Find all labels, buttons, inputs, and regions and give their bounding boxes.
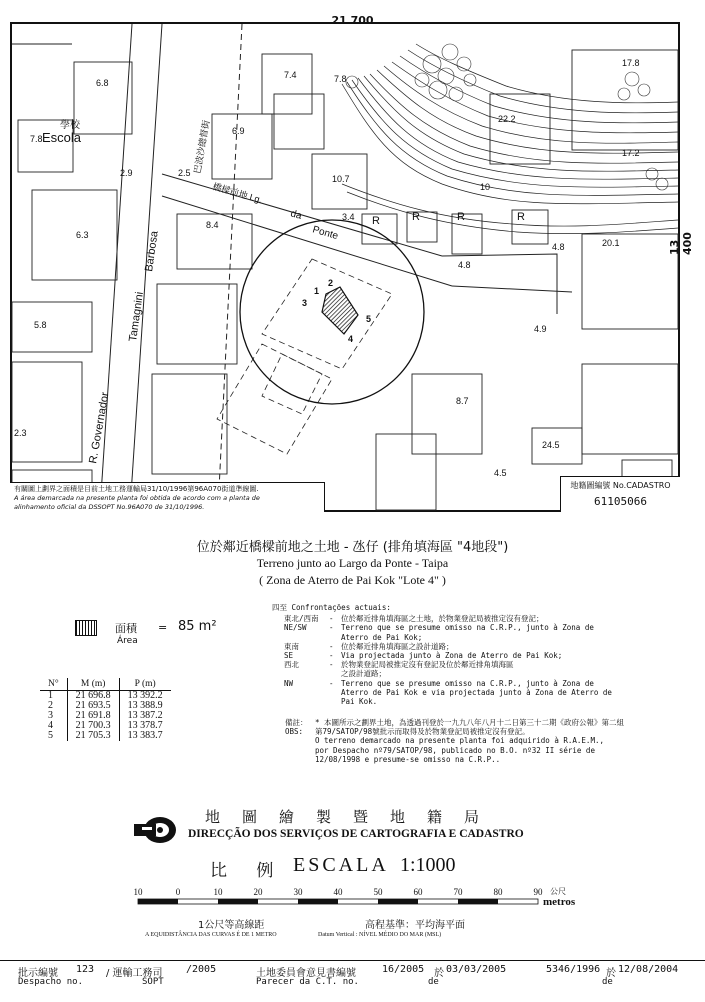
r-label-1: R: [372, 215, 380, 227]
height-label: 7.8: [334, 74, 347, 84]
vertex-label-3: 3: [302, 298, 308, 308]
confrontation-d: [329, 688, 341, 697]
datum-pt: Datum Vertical : NÍVEL MÉDIO DO MAR (MSL): [318, 932, 442, 938]
barbosa-label: Barbosa: [143, 230, 161, 273]
confrontation-d: -: [329, 660, 334, 670]
footer-de-1: de: [428, 977, 439, 987]
height-label: 7.4: [284, 70, 297, 80]
confrontation-row: [284, 623, 692, 632]
confrontation-row: [284, 688, 692, 697]
unit-zh: 公尺: [550, 887, 566, 896]
confrontation-k: 東北/西南: [284, 614, 319, 624]
confrontation-text: 位於鄰近排角填海區之土地，於物業登記局被推定沒有登記；: [341, 614, 544, 624]
obs-pt-label: OBS:: [285, 727, 304, 737]
footer-parecer-zh: 土地委員會意見書編號: [256, 968, 356, 979]
coord-cell-m: 21 705.3: [67, 731, 119, 741]
scale-tick-label: 70: [453, 887, 463, 897]
dscc-logo-icon: [130, 810, 182, 850]
confrontation-text: 於物業登記局被推定沒有登記及位於鄰近排角填海區: [341, 660, 514, 670]
scale-tick-label: 0: [175, 887, 181, 897]
confrontation-d: -: [329, 614, 334, 624]
scale-segment: [378, 899, 418, 904]
scale-zh: 比 例: [210, 861, 286, 881]
note-pt-1: A área demarcada na presente planta foi obtida de acordo com a planta de: [14, 494, 260, 502]
r-label-2: R: [412, 211, 420, 223]
height-labels: [14, 58, 640, 478]
cadastro-box: [560, 476, 680, 512]
coord-cell-p: 13 388.9: [119, 701, 171, 711]
confrontation-d: [329, 633, 341, 642]
height-label: 3.4: [342, 212, 355, 222]
obs-line: 第79/SATOP/98號批示而取得及於物業登記局被推定沒有登記。: [315, 727, 530, 737]
coord-header-m: M (m): [67, 678, 119, 691]
footer-de-2: de: [602, 977, 613, 987]
agency-pt: DIRECÇÃO DOS SERVIÇOS DE CARTOGRAFIA E CADASTRO: [188, 828, 524, 840]
scale-tick-label: 20: [253, 887, 263, 897]
coordinates-table: [40, 678, 171, 741]
grid-label-right: 13 400: [668, 232, 694, 255]
confrontation-text: Terreno que se presume omisso na C.R.P., junto à Zona de: [341, 623, 594, 633]
scale-tick-label: 90: [533, 887, 543, 897]
height-label: 4.9: [534, 324, 547, 334]
scale-tick-label: 10: [133, 887, 143, 897]
footer-proc-no: 5346/1996: [546, 964, 601, 975]
confrontation-row: [284, 669, 692, 678]
footer-parecer-pt: Parecer da C.T. no.: [256, 977, 359, 987]
r-label-3: R: [457, 211, 465, 223]
coord-cell-m: 21 693.5: [67, 701, 119, 711]
height-label: 10.7: [332, 174, 350, 184]
height-label: 2.3: [14, 428, 27, 438]
height-label: 7.8: [30, 134, 43, 144]
contour-lines: [342, 44, 678, 234]
height-label: 2.9: [120, 168, 133, 178]
scale-pt: ESCALA: [293, 854, 389, 876]
agency-zh: 地圖繪製暨地籍局: [205, 808, 502, 826]
scale-value: 1:1000: [400, 854, 456, 876]
height-label: 22.2: [498, 114, 516, 124]
footer-parecer-date: 03/03/2005: [446, 964, 507, 975]
scale-segment: [458, 899, 498, 904]
scale-tick-label: 60: [413, 887, 423, 897]
da-label: da: [289, 208, 303, 222]
confrontation-row: [284, 651, 692, 660]
cadastro-number: 61105066: [594, 495, 647, 508]
footer-parecer-no: 16/2005: [382, 964, 425, 975]
scale-tick-label: 30: [293, 887, 303, 897]
confrontation-k: SE: [284, 651, 294, 661]
footer-despacho-zh: 批示編號: [18, 968, 58, 979]
footer-despacho-no: 123: [76, 964, 95, 975]
height-label: 24.5: [542, 440, 560, 450]
scale-bar: [133, 884, 548, 912]
note-pt-2: alinhamento oficial da DSSOPT No.96A070 de 31/10/1996.: [14, 503, 205, 511]
map-frame: [10, 22, 680, 512]
coord-cell-n: 1: [48, 690, 53, 701]
coord-header-n: N°: [40, 678, 67, 691]
scale-segment: [138, 899, 178, 904]
footer-divider: [0, 960, 705, 961]
height-label: 4.5: [494, 468, 507, 478]
street-zh-1: 巴波沙總督街: [192, 119, 212, 175]
coord-cell-m: 21 691.8: [67, 711, 119, 721]
confrontation-text: Via projectada junto à Zona de Aterro de Pai Kok;: [341, 651, 563, 661]
confrontation-row: [284, 697, 692, 706]
alignment-note: [10, 482, 325, 512]
coord-cell-n: 3: [48, 710, 53, 721]
confrontation-k: NW: [284, 678, 294, 688]
height-label: 8.7: [456, 396, 469, 406]
confrontation-k: NE/SW: [284, 623, 307, 633]
coord-cell-m: 21 696.8: [67, 691, 119, 702]
footer-despacho-pt: Despacho no.: [18, 977, 84, 987]
confrontation-text: Aterro de Pai Kok;: [341, 632, 423, 642]
title-zh: 位於鄰近橋樑前地之土地 - 氹仔 (排角填海區 "4地段"): [196, 540, 509, 555]
unit-metros: metros: [543, 896, 576, 908]
ponte-label: Ponte: [311, 224, 340, 243]
confrontation-text: 之設計道路；: [341, 669, 386, 679]
height-label: 2.5: [178, 168, 191, 178]
footer-despacho-org: / 運輸工務司: [106, 968, 163, 979]
footer-proc-at: 於: [606, 968, 616, 979]
confrontation-d: -: [329, 651, 334, 661]
area-equals: =: [158, 621, 168, 634]
grid-label-top: 21 700: [331, 14, 374, 27]
title-pt-2: ( Zona de Aterro de Pai Kok "Lote 4" ): [259, 573, 446, 587]
confrontation-k: [284, 697, 329, 706]
title-pt-1: Terreno junto ao Largo da Ponte - Taipa: [256, 556, 449, 570]
height-label: 8.4: [206, 220, 219, 230]
coord-cell-p: 13 383.7: [119, 731, 171, 741]
obs-line: por Despacho nº79/SATOP/98, publicado no B.O. nº32 II série de: [315, 745, 595, 755]
confrontation-row: [284, 642, 692, 651]
area-zh-label: 面積: [115, 622, 137, 635]
footer-proc-date: 12/08/2004: [618, 964, 679, 975]
height-label: 20.1: [602, 238, 620, 248]
governador-label: R. Governador: [87, 391, 112, 465]
footer-sopt: SOPT: [142, 977, 164, 987]
coord-row: [40, 731, 171, 741]
confrontation-text: 位於鄰近排角填海區之設計道路；: [341, 641, 454, 651]
equidistance-zh: 1公尺等高線距: [198, 920, 265, 931]
vertex-label-2: 2: [328, 278, 334, 288]
coord-cell-p: 13 387.2: [119, 711, 171, 721]
confrontation-d: -: [329, 623, 334, 633]
confrontation-k: [284, 688, 329, 697]
equidistance-pt: A EQUIDISTÂNCIA DAS CURVAS É DE 1 METRO: [145, 932, 277, 938]
scale-tick-label: 50: [373, 887, 383, 897]
height-label: 6.8: [96, 78, 109, 88]
confrontation-text: Pai Kok.: [341, 697, 378, 707]
height-label: 10: [480, 182, 491, 192]
scale-tick-label: 40: [333, 887, 343, 897]
vertex-label-1: 1: [314, 286, 320, 296]
coord-header-p: P (m): [119, 678, 171, 691]
vertex-label-4: 4: [348, 334, 354, 344]
coord-cell-m: 21 700.3: [67, 721, 119, 731]
height-label: 6.9: [232, 126, 245, 136]
obs-zh-label: 備註：: [285, 718, 308, 727]
footer-parecer-at: 於: [434, 968, 444, 979]
confrontations: [272, 603, 692, 706]
height-label: 4.8: [458, 260, 471, 270]
lot-4-parcel: [322, 287, 358, 334]
cadastro-label: 地籍圖編號 No.CADASTRO: [570, 481, 671, 490]
escola-zh-label: 學校: [60, 120, 80, 131]
height-label: 4.8: [552, 242, 565, 252]
area-hatch-swatch: [75, 620, 97, 636]
height-label: 17.2: [622, 148, 640, 158]
scale-segment: [218, 899, 258, 904]
coord-cell-n: 4: [48, 720, 53, 731]
obs-line: * 本圖所示之劃界土地，為透過刊登於一九九八年八月十二日第三十二期《政府公報》第二組: [315, 718, 625, 727]
street-zh-2: 橋樑前地 Lg.: [211, 181, 264, 205]
height-label: 6.3: [76, 230, 89, 240]
confrontation-k: 西北: [284, 660, 299, 670]
confrontation-d: [329, 669, 341, 678]
confrontation-text: Terreno que se presume omisso na C.R.P., junto à Zona de: [341, 678, 594, 688]
confrontation-text: Aterro de Pai Kok e via projectada junto à Zona de Aterro de: [341, 687, 612, 697]
confrontation-d: -: [329, 678, 334, 688]
observations: [285, 718, 700, 764]
footer-despacho-year: /2005: [186, 964, 217, 975]
confrontation-row: [284, 679, 692, 688]
height-label: 5.8: [34, 320, 47, 330]
scale-tick-label: 10: [213, 887, 223, 897]
scale-tick-label: 80: [493, 887, 503, 897]
confrontation-row: [284, 614, 692, 623]
r-label-4: R: [517, 211, 525, 223]
confrontation-k: [284, 633, 329, 642]
confrontation-d: -: [329, 641, 334, 651]
obs-line: O terreno demarcado na presente planta foi adquirido à R.A.E.M.,: [315, 736, 604, 746]
coord-cell-p: 13 378.7: [119, 721, 171, 731]
tamagnini-label: Tamagnini: [127, 291, 146, 343]
area-pt-label: Área: [117, 636, 138, 646]
confrontation-k: 東南: [284, 641, 299, 651]
area-value: 85 m²: [178, 619, 217, 634]
coord-cell-n: 5: [48, 730, 53, 741]
coord-cell-p: 13 392.2: [119, 691, 171, 702]
confrontation-row: [284, 633, 692, 642]
confrontation-k: [284, 669, 329, 678]
obs-line: 12/08/1998 e presume-se omisso na C.R.P..: [315, 754, 501, 764]
note-zh: 有關圖上劃界之面積是目前土地工務運輸局31/10/1996第96A070街道準線圖.: [14, 485, 259, 493]
scale-segment: [298, 899, 338, 904]
height-label: 17.8: [622, 58, 640, 68]
buildings: [12, 50, 678, 510]
coord-cell-n: 2: [48, 700, 53, 711]
datum-zh: 高程基準：平均海平面: [365, 920, 465, 931]
confrontations-header: 四至 Confrontações actuais:: [272, 603, 391, 612]
vertex-label-5: 5: [366, 314, 372, 324]
cadastral-map: [12, 24, 678, 510]
confrontation-d: [329, 697, 341, 706]
escola-label: Escola: [42, 130, 82, 145]
